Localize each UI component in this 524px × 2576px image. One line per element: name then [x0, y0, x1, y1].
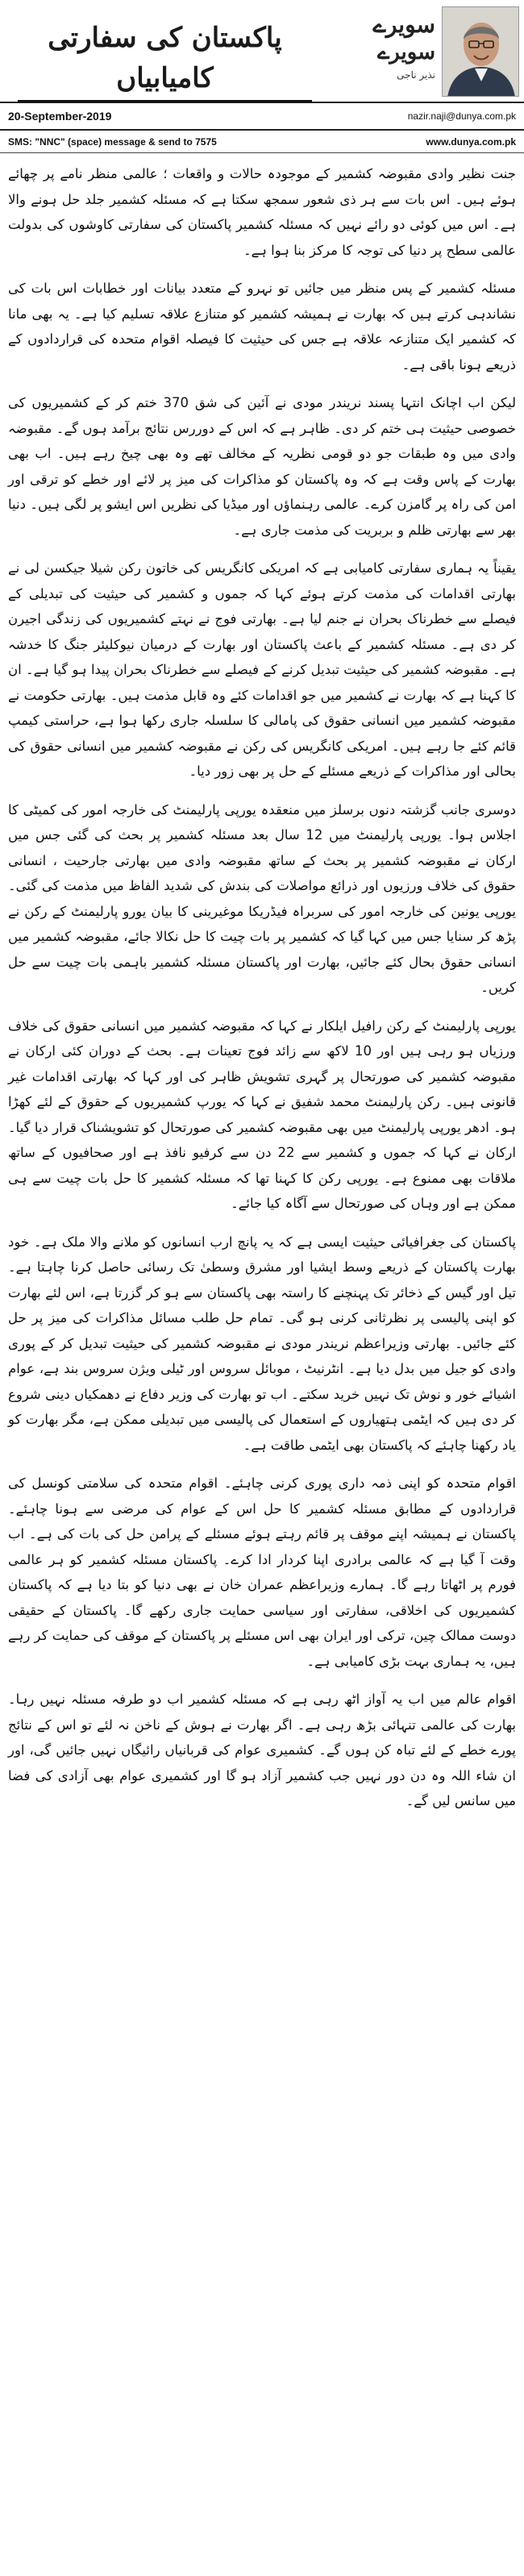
- article-paragraph: اقوام عالم میں اب یہ آواز اٹھ رہی ہے کہ مسئلہ کشمیر اب دو طرفہ مسئلہ نہیں رہا۔ بھارت کی عالمی تنہائی بڑھ رہی ہے۔ اگر بھارت نے ہوش کے ناخن نہ لئے تو اس کے نتائج پورے خطے کے لئے تباہ کن ہوں گے۔ کشمیری عوام کی قربانیاں رائیگاں نہیں جائیں گی، اور ان شاء اللہ وہ دن دور نہیں جب کشمیر آزاد ہو گا اور کشمیری عوام بھی آزادی کی فضا میں سانس لیں گے۔: [8, 1692, 516, 1808]
- brand-name-line2: سویرے: [376, 40, 435, 65]
- author-name: نذیر ناجی: [397, 69, 435, 81]
- article-paragraph: لیکن اب اچانک انتہا پسند نریندر مودی نے آئین کی شق 370 ختم کر کے کشمیریوں کی خصوصی حیثیت ہی ختم کر دی۔ ظاہر ہے کہ اس کے دوررس نتائج برآمد ہوں گے۔ مقبوضہ وادی میں وہ طبقات جو دو قومی نظریہ کے مخالف تھے وہ بھی چیخ رہے ہیں۔ اب بھی بھارت کے پاس وقت ہے کہ وہ پاکستان کو مذاکرات کی میز پر لائے اور خطے کو ترقی اور امن کی راہ پر گامزن کرے۔ عالمی رہنماؤں اور میڈیا کی نظریں اس ایشو پر لگی ہیں۔ دنیا بھر سے بھارتی ظلم و بربریت کی مذمت جاری ہے۔: [8, 395, 517, 538]
- column-title: پاکستان کی سفارتی کامیابیاں: [48, 22, 282, 94]
- article-paragraph: جنت نظیر وادی مقبوضہ کشمیر کے موجودہ حالات و واقعات ؛ عالمی منظر نامے پر چھائے ہوئے ہیں۔ اس بات سے ہر ذی شعور سمجھ سکتا ہے کہ مسئلہ کشمیر جلد حل ہونے والا ہے۔ اس میں کوئی دو رائے نہیں کہ مسئلہ کشمیر پاکستان کی سفارتی کاوشوں کی بدولت عالمی سطح پر دنیا کی توجہ کا مرکز بنا ہوا ہے۔: [8, 166, 516, 258]
- author-portrait-icon: [443, 7, 519, 97]
- title-block: [10, 18, 320, 102]
- publish-date: 20-September-2019: [8, 110, 112, 123]
- article-paragraph: مسئلہ کشمیر کے پس منظر میں جائیں تو نہرو کے متعدد بیانات اور خطابات اس بات کی نشاندہی کرتے ہیں کہ بھارت نے ہمیشہ کشمیر کو متنازع علاقہ تسلیم کیا ہے۔ یہ بھی مانا کہ کشمیر ایک متنازعہ علاقہ ہے جس کی حیثیت کا فیصلہ اقوام متحدہ کی قراردادوں کے ذریعے ہونا باقی ہے۔: [8, 281, 516, 372]
- website-link[interactable]: www.dunya.com.pk: [426, 135, 516, 148]
- sms-instruction: SMS: "NNC" (space) message & send to 7575: [8, 135, 217, 148]
- article-paragraph: اقوام متحدہ کو اپنی ذمہ داری پوری کرنی چاہئے۔ اقوام متحدہ کی سلامتی کونسل کی قراردادوں کے مطابق مسئلہ کشمیر کا حل اس کے عوام کی مرضی سے ہونا چاہئے۔ پاکستان نے ہمیشہ اپنے موقف پر قائم رہتے ہوئے مسئلے کے پرامن حل کی بات کی ہے۔ اب وقت آ گیا ہے کہ عالمی برادری اپنا کردار ادا کرے۔ پاکستان مسئلہ کشمیر کو ہر عالمی فورم پر اٹھاتا رہے گا۔ ہمارے وزیراعظم عمران خان نے بھی دنیا کو بتا دیا ہے کہ پاکستان کشمیریوں کی اخلاقی، سفارتی اور سیاسی حمایت جاری رکھے گا۔ پاکستان کے حقیقی دوست ممالک چین، ترکی اور ایران بھی اس مسئلے پر پاکستان کے موقف کی حمایت کر رہے ہیں، یہ ہماری بہت بڑی کامیابی ہے۔: [8, 1475, 516, 1669]
- column-masthead: [0, 0, 524, 103]
- info-bar: [0, 103, 524, 131]
- article-paragraph: دوسری جانب گزشتہ دنوں برسلز میں منعقدہ یورپی پارلیمنٹ کی خارجہ امور کی کمیٹی کا اجلاس ہوا۔ یورپی پارلیمنٹ میں 12 سال بعد مسئلہ کشمیر پر بحث کی گئی جس میں ارکان نے مقبوضہ کشمیر پر بحث کے ساتھ مقبوضہ وادی میں بھارتی جارحیت ، انسانی حقوق کی خلاف ورزیوں اور ذرائع مواصلات کی بندش کی شدید الفاظ میں مذمت کی گئی۔ یورپی یونین کی خارجہ امور کی سربراہ فیڈریکا موغیرینی کا بیان یورو پارلیمنٹ کے رکن نے پڑھ کر سنایا جس میں کہا گیا کہ کشمیر پر بات چیت کا حل نکالا جائے، مقبوضہ کشمیر میں انسانی حقوق بحال کئے جائیں، بھارت اور پاکستان مسئلہ کشمیر باہمی بات چیت سے حل کریں۔: [8, 801, 516, 995]
- article-body: [0, 153, 524, 1814]
- author-email[interactable]: nazir.naji@dunya.com.pk: [407, 110, 516, 122]
- article-paragraph: یورپی پارلیمنٹ کے رکن رافیل ایلکار نے کہا کہ مقبوضہ کشمیر میں انسانی حقوق کی خلاف ورزیاں ہو رہی ہیں اور 10 لاکھ سے زائد فوج تعینات ہے۔ بحث کے دوران کئی ارکان نے مقبوضہ کشمیر کی صورتحال پر گہری تشویش ظاہر کی اور کہا کہ بھارتی اقدامات غیر قانونی ہیں۔ رکن پارلیمنٹ محمد شفیق نے کہا کہ یورپ کشمیریوں کے حقوق کے لئے کھڑا ہو۔ ادھر یورپی پارلیمنٹ میں بھی مقبوضہ کشمیر کی صورتحال کو تشویشناک قرار دیا گیا۔ ارکان نے کہا کہ جموں و کشمیر سے 22 دن سے کرفیو نافذ ہے اور صحافیوں کے ساتھ ملاقات بھی ممنوع ہے۔ یورپی رکن کا کہنا تھا کہ مسئلہ کشمیر کا حل بات چیت سے ہی ممکن ہے اور وہاں کی صورتحال سے آگاہ کیا جائے۔: [8, 1017, 516, 1211]
- title-underline: [18, 100, 312, 102]
- author-photo: [442, 6, 519, 97]
- sms-bar: [0, 131, 524, 153]
- brand-name-line1: سویرے: [372, 11, 435, 38]
- article-paragraph: پاکستان کی جغرافیائی حیثیت ایسی ہے کہ یہ پانچ ارب انسانوں کو ملانے والا ملک ہے۔ خود بھارت پاکستان کے ذریعے وسط ایشیا اور مشرق وسطیٰ تک رسائی حاصل کرنا چاہتا ہے۔ تیل اور گیس کے ذخائر تک پہنچنے کا راستہ بھی پاکستان سے ہو کر گزرتا ہے، اس لئے بھارت کو اپنی پالیسی پر نظرثانی کرنی ہو گی۔ تمام حل طلب مسائل مذاکرات کی میز پر حل کئے جائیں۔ بھارتی وزیراعظم نریندر مودی نے مقبوضہ کشمیر کی حیثیت تبدیل کر کے پوری وادی کو جیل میں بدل دیا ہے۔ انٹرنیٹ ، موبائل سروس اور ٹیلی ویژن سروس بند ہے، عوام اشیائے خور و نوش تک نہیں خرید سکتے۔ اب تو بھارت کی وزیر دفاع نے دھمکیاں دینی شروع کر دی ہیں کہ ایٹمی ہتھیاروں کے استعمال کی پالیسی میں تبدیلی ممکن ہے، مگر بھارت کو یاد رکھنا چاہئے کہ پاکستان بھی ایٹمی طاقت ہے۔: [8, 1234, 516, 1453]
- column-brand: [347, 11, 435, 81]
- article-paragraph: یقیناً یہ ہماری سفارتی کامیابی ہے کہ امریکی کانگریس کی خاتون رکن شیلا جیکسن لی نے بھارتی اقدامات کی مذمت کرتے ہوئے کہا کہ جموں و کشمیر کی حیثیت کی تبدیلی کے فیصلے سے خطرناک بحران نے جنم لیا ہے۔ بھارتی فوج نے نہتے کشمیریوں کی زندگی اجیرن کر دی ہے۔ مسئلہ کشمیر کے باعث پاکستان اور بھارت کے درمیان نیوکلیئر جنگ کا خدشہ ہے۔ مقبوضہ کشمیر کی حیثیت تبدیل کرنے کے فیصلے سے خطرناک بحران پیدا ہو گیا ہے۔ ان کا کہنا ہے کہ بھارت نے کشمیر میں جو اقدامات کئے وہ قابل مذمت ہیں۔ بھارتی حکومت نے مقبوضہ کشمیر میں انسانی حقوق کی پامالی کا سلسلہ جاری رکھا ہوا ہے، حراستی کیمپ قائم کئے جا رہے ہیں۔ امریکی کانگریس کی رکن نے مقبوضہ کشمیر میں انسانی حقوق کی بحالی اور مذاکرات کے ذریعے مسئلے کے حل پر بھی زور دیا۔: [8, 560, 516, 779]
